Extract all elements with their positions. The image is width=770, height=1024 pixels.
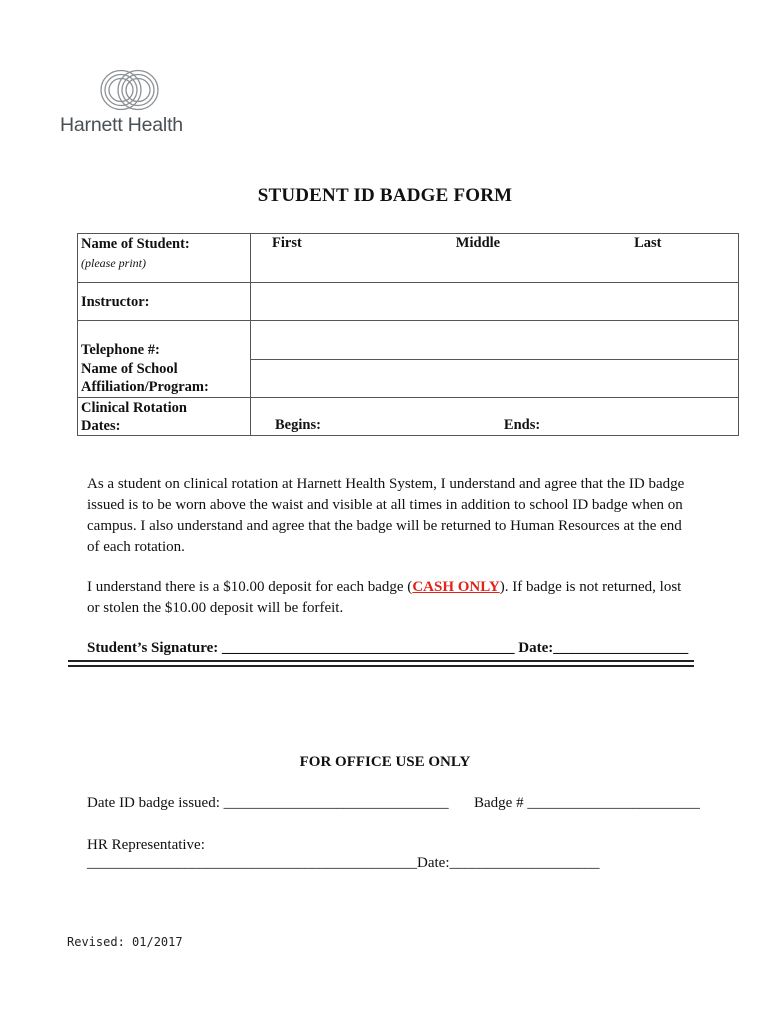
divider-top xyxy=(68,660,694,662)
signature-date-line[interactable]: __________________ xyxy=(553,640,689,656)
rotation-label-line1: Clinical Rotation xyxy=(81,399,187,416)
student-info-table xyxy=(77,233,739,436)
rotation-label-line2: Dates: xyxy=(81,417,121,434)
telephone-label: Telephone #: xyxy=(81,342,160,358)
office-use-title: FOR OFFICE USE ONLY xyxy=(299,754,471,770)
instructor-label-cell xyxy=(78,283,251,321)
badge-number-line[interactable]: _______________________ xyxy=(527,795,700,811)
signature-label: Student’s Signature: xyxy=(87,640,223,656)
revision-note: Revised: 01/2017 xyxy=(67,935,183,949)
instructor-field[interactable] xyxy=(251,283,739,321)
school-label-cell xyxy=(78,359,251,397)
first-name-label: First xyxy=(272,235,302,251)
begins-label: Begins: xyxy=(275,416,321,433)
deposit-text-before: I understand there is a $10.00 deposit for each badge ( xyxy=(87,579,413,595)
hr-representative-row xyxy=(87,855,599,872)
ends-label: Ends: xyxy=(503,416,541,433)
badge-number-row xyxy=(474,795,700,812)
logo-text: Harnett Health xyxy=(60,114,183,136)
divider-bottom xyxy=(68,665,694,667)
badge-issued-row xyxy=(87,795,449,812)
rotation-label-cell xyxy=(78,397,251,435)
cash-only-emphasis: CASH ONLY xyxy=(412,579,500,595)
telephone-field[interactable] xyxy=(251,321,739,360)
instructor-label: Instructor: xyxy=(81,294,150,310)
telephone-label-cell xyxy=(78,321,251,360)
form-title: STUDENT ID BADGE FORM xyxy=(257,185,513,206)
rotation-dates-field[interactable] xyxy=(251,397,739,435)
hr-date-label: Date: xyxy=(417,855,450,871)
signature-row xyxy=(87,640,688,657)
harnett-health-logo xyxy=(60,68,200,140)
student-name-label-cell xyxy=(78,234,251,283)
agreement-paragraph: As a student on clinical rotation at Harnett Health System, I understand and agree that the ID badge issued is to be worn above the waist and visible at all times in addition to school ID badge when on campus. I also understand and agree that the badge will be returned to Human Resources at the end of each rotation. xyxy=(87,476,685,555)
date-issued-label: Date ID badge issued: xyxy=(87,795,224,811)
signature-date-label: Date: xyxy=(514,640,554,656)
last-name-label: Last xyxy=(634,235,662,251)
deposit-paragraph xyxy=(87,577,687,619)
hr-representative-label: HR Representative: xyxy=(87,837,205,853)
please-print-note: (please print) xyxy=(81,256,146,270)
school-label-line2: Affiliation/Program: xyxy=(81,379,209,395)
middle-name-label: Middle xyxy=(455,235,501,251)
hr-date-line[interactable]: ____________________ xyxy=(449,855,600,871)
hr-representative-line[interactable]: ____________________________________________ xyxy=(87,855,417,871)
student-name-field[interactable] xyxy=(251,234,739,283)
deposit-text-after: ). If badge is not returned, lost or stolen the $10.00 deposit will be forfeit. xyxy=(87,579,682,616)
signature-line[interactable]: _______________________________________ xyxy=(222,640,515,656)
badge-number-label: Badge # xyxy=(474,795,528,811)
school-label-line1: Name of School xyxy=(81,361,178,377)
school-affiliation-field[interactable] xyxy=(251,359,739,397)
logo-rings-icon xyxy=(98,68,162,112)
student-name-label: Name of Student: xyxy=(81,236,190,252)
date-issued-line[interactable]: ______________________________ xyxy=(223,795,449,811)
